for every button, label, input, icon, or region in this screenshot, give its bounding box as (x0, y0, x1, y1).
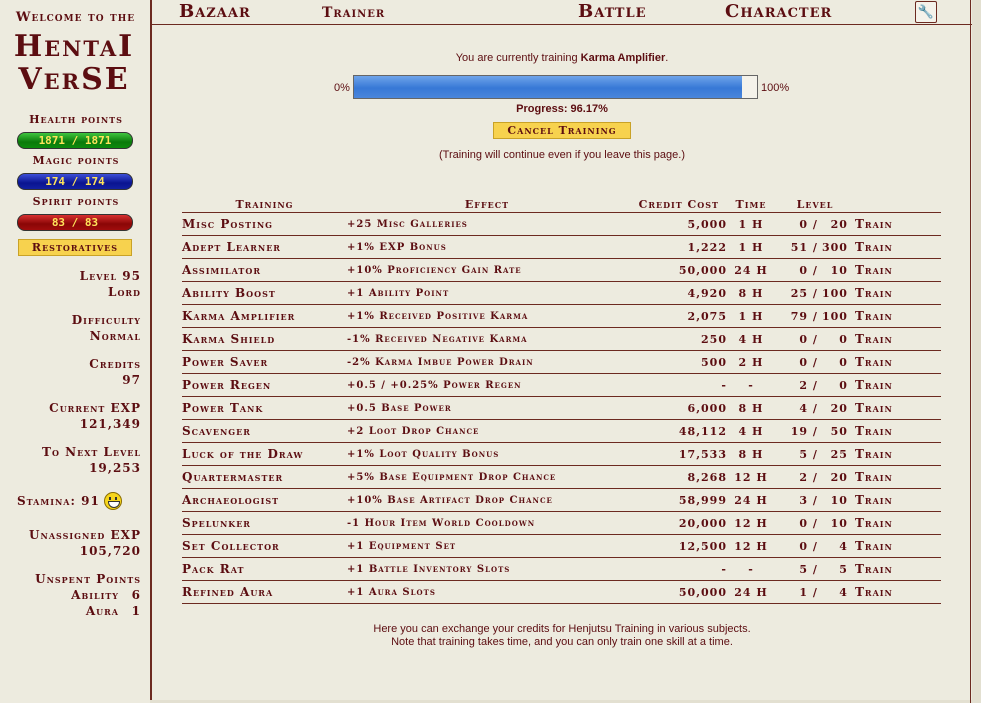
train-button[interactable]: Train (855, 581, 941, 604)
footer-line2: Note that training takes time, and you can only train one skill at a time. (391, 636, 733, 648)
training-time: 8 H (727, 397, 775, 420)
training-level: 0 / 20 (775, 213, 855, 236)
training-name: Karma Shield (182, 328, 347, 351)
level-current: 5 (799, 447, 809, 461)
trainer-panel (150, 25, 972, 700)
level-current: 2 (799, 470, 809, 484)
level-max: 20 (830, 217, 848, 231)
training-time: 1 H (727, 213, 775, 236)
training-name: Adept Learner (182, 236, 347, 259)
level-current: 3 (799, 493, 809, 507)
training-time: 24 H (727, 489, 775, 512)
train-button[interactable]: Train (855, 420, 941, 443)
table-row (182, 259, 941, 282)
level-current: 79 (790, 309, 809, 323)
training-effect: +10% Base Artifact Drop Chance (347, 489, 627, 512)
train-button[interactable]: Train (855, 351, 941, 374)
training-effect: -2% Karma Imbue Power Drain (347, 351, 627, 374)
table-row (182, 328, 941, 351)
training-cost: 4,920 (627, 282, 727, 305)
cancel-training-button[interactable]: Cancel Training (493, 122, 631, 139)
progress-fill (354, 76, 742, 98)
training-effect: +25 Misc Galleries (347, 213, 627, 236)
aura-points-row (1, 603, 141, 619)
level-max: 100 (821, 309, 848, 323)
ability-points-row (1, 587, 141, 603)
nav-character[interactable]: Character (725, 1, 833, 22)
train-button[interactable]: Train (855, 558, 941, 581)
current-skill: Karma Amplifier (580, 52, 666, 64)
training-effect: +10% Proficiency Gain Rate (347, 259, 627, 282)
progress-min-label: 0% (334, 82, 350, 94)
training-name: Pack Rat (182, 558, 347, 581)
current-exp-info (1, 400, 141, 432)
difficulty-label: Difficulty (71, 313, 141, 327)
unspent-points-info (1, 571, 141, 619)
training-time: 1 H (727, 305, 775, 328)
training-level: 25 / 100 (775, 282, 855, 305)
header-level: Level (796, 197, 834, 211)
training-level: 1 / 4 (775, 581, 855, 604)
training-name: Spelunker (182, 512, 347, 535)
table-row (182, 397, 941, 420)
status-prefix: You are currently training (455, 52, 581, 64)
training-time: 8 H (727, 282, 775, 305)
train-button[interactable]: Train (855, 397, 941, 420)
next-level-info (1, 444, 141, 476)
training-cost: 5,000 (627, 213, 727, 236)
aura-value: 1 (131, 604, 141, 618)
training-time: 2 H (727, 351, 775, 374)
training-cost: 17,533 (627, 443, 727, 466)
table-row (182, 213, 941, 236)
level-max: 10 (830, 493, 848, 507)
header-time: Time (735, 197, 767, 211)
next-level-label: To Next Level (42, 445, 141, 459)
training-table (182, 196, 941, 604)
training-effect: +2 Loot Drop Chance (347, 420, 627, 443)
training-cost: 250 (627, 328, 727, 351)
aura-label: Aura (85, 604, 119, 618)
credits-info (1, 356, 141, 388)
training-cost: 2,075 (627, 305, 727, 328)
table-row (182, 489, 941, 512)
train-button[interactable]: Train (855, 466, 941, 489)
level-max: 4 (839, 585, 848, 599)
level-current: 5 (799, 562, 809, 576)
table-row (182, 443, 941, 466)
training-cost: 20,000 (627, 512, 727, 535)
training-status (152, 52, 972, 64)
next-level-value: 19,253 (89, 461, 141, 475)
table-row (182, 581, 941, 604)
table-row (182, 374, 941, 397)
level-max: 100 (821, 286, 848, 300)
rank-value: Lord (108, 285, 141, 299)
table-row (182, 305, 941, 328)
health-label: Health points (29, 113, 123, 126)
level-max: 300 (821, 240, 848, 254)
training-level: 2 / 20 (775, 466, 855, 489)
training-name: Refined Aura (182, 581, 347, 604)
training-time: - (727, 374, 775, 397)
training-name: Ability Boost (182, 282, 347, 305)
training-name: Power Regen (182, 374, 347, 397)
table-row (182, 282, 941, 305)
level-max: 20 (830, 401, 848, 415)
header-action (855, 196, 941, 213)
welcome-text: Welcome to the (15, 10, 136, 25)
unassigned-exp-info (1, 527, 141, 559)
training-name: Assimilator (182, 259, 347, 282)
training-name: Karma Amplifier (182, 305, 347, 328)
spirit-label: Spirit points (32, 195, 120, 208)
training-time: 4 H (727, 328, 775, 351)
table-row (182, 236, 941, 259)
credits-value: 97 (122, 373, 141, 387)
training-cost: 8,268 (627, 466, 727, 489)
level-max: 20 (830, 470, 848, 484)
right-border (970, 0, 971, 703)
level-max: 4 (839, 539, 848, 553)
training-effect: +0.5 / +0.25% Power Regen (347, 374, 627, 397)
level-current: 2 (799, 378, 809, 392)
training-time: 24 H (727, 259, 775, 282)
training-name: Set Collector (182, 535, 347, 558)
training-effect: +0.5 Base Power (347, 397, 627, 420)
training-time: 12 H (727, 466, 775, 489)
progress-max-label: 100% (761, 82, 790, 94)
credits-label: Credits (89, 357, 141, 371)
difficulty-info (1, 312, 141, 344)
restoratives-button[interactable]: Restoratives (18, 239, 132, 256)
training-level: 0 / 0 (775, 351, 855, 374)
training-level: 51 / 300 (775, 236, 855, 259)
training-level: 2 / 0 (775, 374, 855, 397)
progress-bar (353, 75, 758, 99)
training-effect: +1 Battle Inventory Slots (347, 558, 627, 581)
training-level: 5 / 5 (775, 558, 855, 581)
health-bar: 1871 / 1871 (17, 132, 133, 149)
training-note: (Training will continue even if you leave this page.) (438, 149, 685, 161)
training-cost: 500 (627, 351, 727, 374)
training-effect: +1% EXP Bonus (347, 236, 627, 259)
training-name: Misc Posting (182, 213, 347, 236)
unassigned-exp-value: 105,720 (79, 544, 141, 558)
training-cost: 58,999 (627, 489, 727, 512)
magic-label: Magic points (32, 154, 120, 167)
nav-trainer[interactable]: Trainer (322, 5, 386, 21)
level-current: 0 (799, 539, 809, 553)
table-row (182, 466, 941, 489)
smiley-icon (104, 492, 122, 510)
training-cost: 1,222 (627, 236, 727, 259)
level-max: 10 (830, 263, 848, 277)
train-button[interactable]: Train (855, 213, 941, 236)
magic-bar: 174 / 174 (17, 173, 133, 190)
unassigned-exp-label: Unassigned EXP (29, 528, 141, 542)
nav-bazaar[interactable]: Bazaar (179, 1, 251, 22)
training-time: 24 H (727, 581, 775, 604)
level-current: 19 (790, 424, 809, 438)
unspent-points-label: Unspent Points (35, 572, 141, 586)
training-name: Power Saver (182, 351, 347, 374)
table-row (182, 351, 941, 374)
training-time: 12 H (727, 535, 775, 558)
table-row (182, 558, 941, 581)
training-effect: +1 Equipment Set (347, 535, 627, 558)
header-effect: Effect (464, 197, 510, 211)
level-max: 0 (839, 332, 848, 346)
training-cost: 6,000 (627, 397, 727, 420)
training-effect: +5% Base Equipment Drop Chance (347, 466, 627, 489)
progress-text: Progress: 96.17% (516, 103, 608, 115)
stamina-label: Stamina: 91 (17, 494, 100, 508)
ability-value: 6 (131, 588, 141, 602)
table-row (182, 420, 941, 443)
level-max: 25 (830, 447, 848, 461)
train-button[interactable]: Train (855, 374, 941, 397)
table-header-row (182, 196, 941, 213)
header-training: Training (235, 197, 294, 211)
level-max: 0 (839, 378, 848, 392)
level-current: 1 (799, 585, 809, 599)
training-effect: -1 Hour Item World Cooldown (347, 512, 627, 535)
nav-battle[interactable]: Battle (578, 1, 647, 22)
level-current: 51 (790, 240, 809, 254)
train-button[interactable]: Train (855, 443, 941, 466)
table-row (182, 535, 941, 558)
training-effect: +1 Aura Slots (347, 581, 627, 604)
game-title-line2: VerSE (18, 62, 130, 97)
training-level: 0 / 10 (775, 259, 855, 282)
training-effect: +1% Loot Quality Bonus (347, 443, 627, 466)
train-button[interactable]: Train (855, 259, 941, 282)
level-current: 4 (799, 401, 809, 415)
current-exp-label: Current EXP (49, 401, 141, 415)
training-time: - (727, 558, 775, 581)
training-level: 5 / 25 (775, 443, 855, 466)
training-time: 4 H (727, 420, 775, 443)
difficulty-value: Normal (89, 329, 141, 343)
train-button[interactable]: Train (855, 236, 941, 259)
training-cost: 50,000 (627, 581, 727, 604)
level-current: 25 (790, 286, 809, 300)
level-max: 0 (839, 355, 848, 369)
level-current: 0 (799, 332, 809, 346)
level-max: 10 (830, 516, 848, 530)
train-button[interactable]: Train (855, 489, 941, 512)
training-time: 8 H (727, 443, 775, 466)
training-name: Archaeologist (182, 489, 347, 512)
status-suffix: . (665, 52, 669, 64)
training-level: 3 / 10 (775, 489, 855, 512)
train-button[interactable]: Train (855, 328, 941, 351)
level-max: 50 (830, 424, 848, 438)
train-button[interactable]: Train (855, 535, 941, 558)
training-name: Quartermaster (182, 466, 347, 489)
training-effect: -1% Received Negative Karma (347, 328, 627, 351)
game-title-line1: HentaI (13, 29, 135, 64)
game-title (4, 30, 144, 96)
level-current: 0 (799, 355, 809, 369)
training-cost: - (627, 558, 727, 581)
character-sidebar (0, 0, 150, 703)
training-time: 12 H (727, 512, 775, 535)
training-cost: 48,112 (627, 420, 727, 443)
header-credit-cost: Credit Cost (638, 197, 719, 211)
training-time: 1 H (727, 236, 775, 259)
level-current: 0 (799, 217, 809, 231)
training-cost: - (627, 374, 727, 397)
train-button[interactable]: Train (855, 282, 941, 305)
level-current: 0 (799, 516, 809, 530)
wrench-icon[interactable]: 🔧 (915, 1, 937, 23)
footer-line1: Here you can exchange your credits for Henjutsu Training in various subjects. (373, 623, 751, 635)
train-button[interactable]: Train (855, 512, 941, 535)
spirit-bar: 83 / 83 (17, 214, 133, 231)
train-button[interactable]: Train (855, 305, 941, 328)
training-cost: 50,000 (627, 259, 727, 282)
stamina-info (17, 492, 122, 510)
top-navigation (150, 0, 972, 25)
level-current: 0 (799, 263, 809, 277)
training-effect: +1 Ability Point (347, 282, 627, 305)
level-value: Level 95 (79, 269, 141, 283)
ability-label: Ability (71, 588, 119, 602)
level-max: 5 (839, 562, 848, 576)
training-level: 79 / 100 (775, 305, 855, 328)
level-info (1, 268, 141, 300)
training-effect: +1% Received Positive Karma (347, 305, 627, 328)
training-name: Scavenger (182, 420, 347, 443)
training-name: Luck of the Draw (182, 443, 347, 466)
training-name: Power Tank (182, 397, 347, 420)
current-exp-value: 121,349 (79, 417, 141, 431)
training-level: 0 / 4 (775, 535, 855, 558)
training-level: 4 / 20 (775, 397, 855, 420)
table-row (182, 512, 941, 535)
training-cost: 12,500 (627, 535, 727, 558)
training-level: 0 / 10 (775, 512, 855, 535)
training-level: 19 / 50 (775, 420, 855, 443)
training-level: 0 / 0 (775, 328, 855, 351)
